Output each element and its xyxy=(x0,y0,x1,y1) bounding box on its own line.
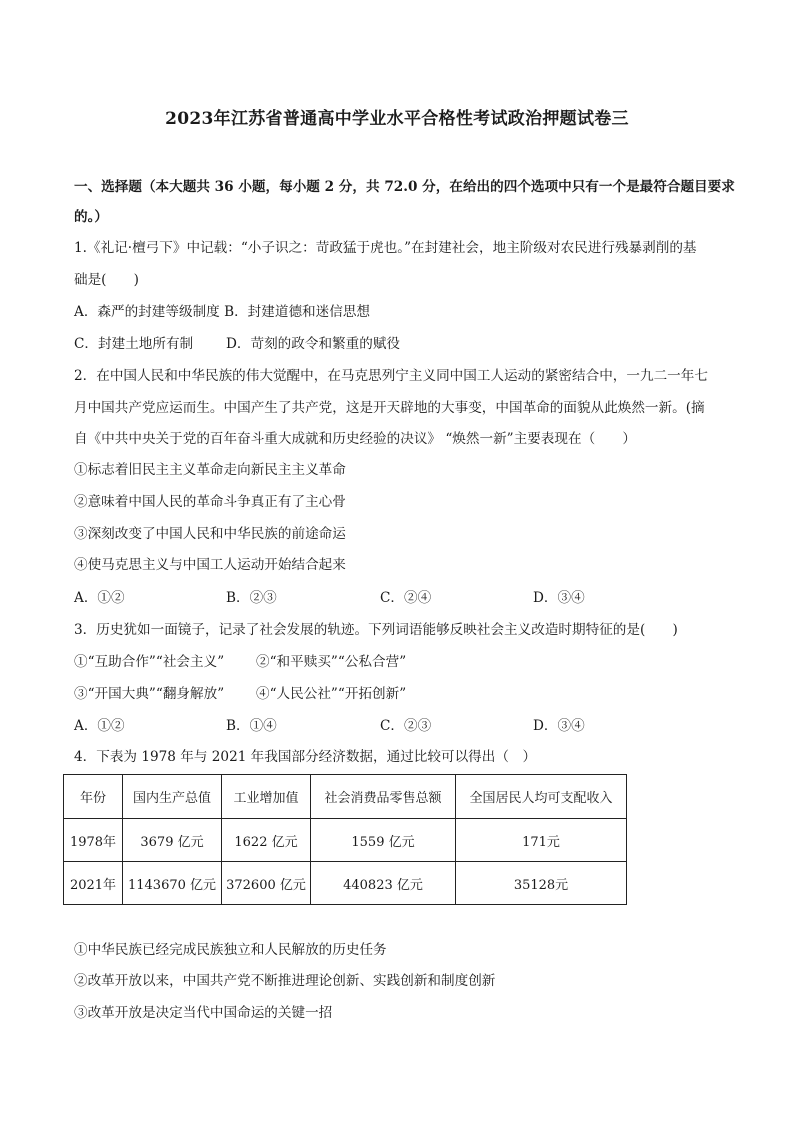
section-heading-line1: 一、选择题（本大题共 36 小题，每小题 2 分，共 72.0 分，在给出的四个选项中只有一个是最符合题目要求 xyxy=(74,179,735,195)
q4-item-1: ①中华民族已经完成民族独立和人民解放的历史任务 xyxy=(74,942,387,958)
q2-item-2: ②意味着中国人民的革命斗争真正有了主心骨 xyxy=(74,494,346,510)
q2-stem-line2: 月中国共产党应运而生。中国产生了共产党，这是开天辟地的大事变，中国革命的面貌从此焕然一新。(摘 xyxy=(74,400,705,416)
q3-item-2: ②“和平赎买”“公私合营” xyxy=(256,654,407,670)
q3-option-d: D．③④ xyxy=(533,718,585,734)
q3-item-1: ①“互助合作”“社会主义” xyxy=(74,654,225,670)
q2-item-1: ①标志着旧民主主义革命走向新民主主义革命 xyxy=(74,462,346,478)
q2-item-4: ④使马克思主义与中国工人运动开始结合起来 xyxy=(74,557,346,573)
table-cell: 372600 亿元 xyxy=(222,862,311,905)
table-header-row xyxy=(64,775,627,819)
exam-title: 2023年江苏省普通高中学业水平合格性考试政治押题试卷三 xyxy=(165,109,629,129)
q3-item-4: ④“人民公社”“开拓创新” xyxy=(256,686,407,702)
q1-stem-line1: 1.《礼记·檀弓下》中记载：“小子识之：苛政猛于虎也。”在封建社会，地主阶级对农民进行残暴剥削的基 xyxy=(74,240,697,256)
table-cell: 1143670 亿元 xyxy=(123,862,222,905)
q4-item-2: ②改革开放以来，中国共产党不断推进理论创新、实践创新和制度创新 xyxy=(74,973,496,989)
header-retail: 社会消费品零售总额 xyxy=(311,775,456,819)
table-row xyxy=(64,862,627,905)
table-cell: 440823 亿元 xyxy=(311,862,456,905)
q3-item-3: ③“开国大典”“翻身解放” xyxy=(74,686,225,702)
header-year: 年份 xyxy=(64,775,123,819)
table-cell: 1622 亿元 xyxy=(222,819,311,862)
q2-option-b: B．②③ xyxy=(226,590,277,606)
table-cell: 35128元 xyxy=(456,862,627,905)
q2-option-d: D．③④ xyxy=(533,590,585,606)
header-income: 全国居民人均可支配收入 xyxy=(456,775,627,819)
q2-option-c: C．②④ xyxy=(380,590,432,606)
section-heading-line2: 的。） xyxy=(74,209,108,225)
table-cell: 1978年 xyxy=(64,819,123,862)
table-cell: 2021年 xyxy=(64,862,123,905)
q1-option-d: D．苛刻的政令和繁重的赋役 xyxy=(226,336,401,352)
q2-item-3: ③深刻改变了中国人民和中华民族的前途命运 xyxy=(74,526,346,542)
table-cell: 171元 xyxy=(456,819,627,862)
q1-option-c: C．封建土地所有制 xyxy=(74,336,194,352)
q4-item-3: ③改革开放是决定当代中国命运的关键一招 xyxy=(74,1005,333,1021)
q3-option-a: A．①② xyxy=(74,718,125,734)
q4-stem: 4．下表为 1978 年与 2021 年我国部分经济数据，通过比较可以得出（ ） xyxy=(74,749,537,765)
q3-option-c: C．②③ xyxy=(380,718,432,734)
table-row xyxy=(64,819,627,862)
q2-stem-line3: 自《中共中央关于党的百年奋斗重大成就和历史经验的决议》 “焕然一新”主要表现在（ ） xyxy=(74,431,636,447)
table-cell: 1559 亿元 xyxy=(311,819,456,862)
q2-option-a: A．①② xyxy=(74,590,125,606)
q1-stem-line2: 础是( ) xyxy=(74,272,139,288)
q1-options-ab: A．森严的封建等级制度 B．封建道德和迷信思想 xyxy=(74,304,371,320)
q2-stem-line1: 2．在中国人民和中华民族的伟大觉醒中，在马克思列宁主义同中国工人运动的紧密结合中，一九二一年七 xyxy=(74,368,708,384)
economic-data-table xyxy=(63,774,627,905)
table-cell: 3679 亿元 xyxy=(123,819,222,862)
q3-option-b: B．①④ xyxy=(226,718,277,734)
header-gdp: 国内生产总值 xyxy=(123,775,222,819)
q3-stem: 3．历史犹如一面镜子，记录了社会发展的轨迹。下列词语能够反映社会主义改造时期特征的是( ) xyxy=(74,622,678,638)
header-industry: 工业增加值 xyxy=(222,775,311,819)
